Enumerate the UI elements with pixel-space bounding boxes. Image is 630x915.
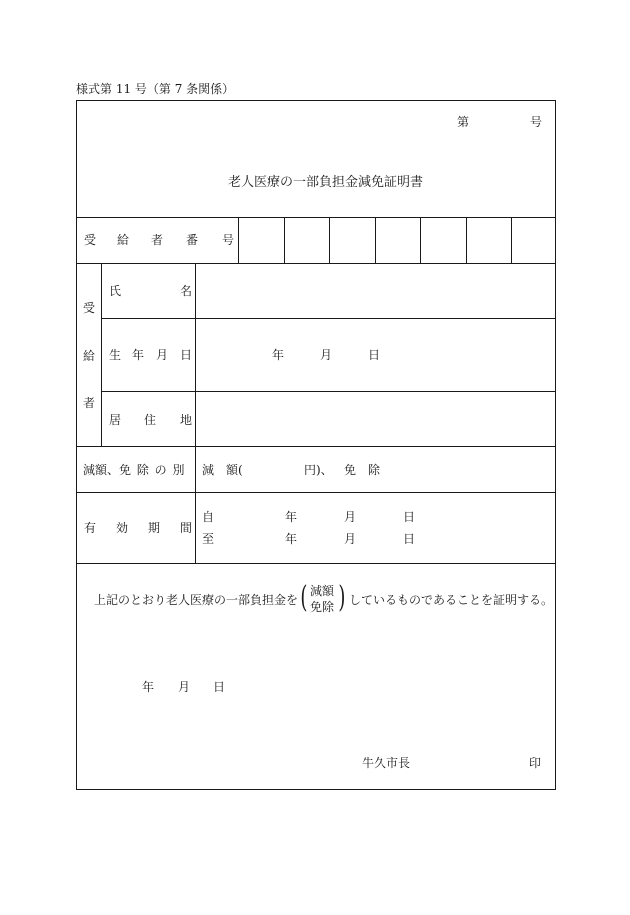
issuer-name: 牛久市長 — [362, 756, 411, 770]
name-label-left: 氏 — [109, 284, 122, 298]
validity-label-1: 有 — [84, 521, 97, 535]
paren-left: ( — [300, 580, 308, 615]
certification-year: 年 — [142, 680, 155, 694]
recipient-side-label-3: 者 — [83, 396, 96, 410]
certification-month: 月 — [178, 680, 191, 694]
validity-from-year: 年 — [285, 510, 298, 524]
yen-close: 円)、 — [304, 463, 333, 477]
name-label-right: 名 — [180, 284, 193, 298]
validity-to-month: 月 — [344, 532, 357, 546]
birth-label-4: 日 — [180, 348, 193, 362]
seal-mark: 印 — [529, 756, 542, 770]
form-title: 老人医療の一部負担金減免証明書 — [228, 175, 424, 190]
exemption-option[interactable]: 免 除 — [344, 463, 381, 477]
divider-side-label — [101, 263, 102, 446]
reduction-exemption-choice — [307, 583, 337, 615]
recipient-number-label-3: 者 — [151, 233, 164, 247]
address-label-3: 地 — [180, 413, 193, 427]
divider-validity — [76, 563, 556, 564]
reduction-option[interactable]: 減 額( — [202, 463, 243, 477]
validity-label-2: 効 — [116, 521, 129, 535]
recipient-number-boxes[interactable] — [239, 218, 511, 262]
number-prefix: 第 — [457, 115, 470, 129]
validity-to-year: 年 — [285, 532, 298, 546]
recipient-number-label-5: 号 — [222, 233, 235, 247]
certification-text-after: しているものであることを証明する。 — [349, 593, 554, 607]
recipient-number-label-1: 受 — [84, 233, 97, 247]
divider-category — [76, 492, 556, 493]
birth-day: 日 — [368, 348, 381, 362]
recipient-number-label-4: 番 — [186, 233, 199, 247]
birth-label-3: 月 — [156, 348, 169, 362]
birth-label-2: 年 — [132, 348, 145, 362]
validity-from-prefix: 自 — [202, 510, 215, 524]
divider-recipient — [76, 446, 556, 447]
address-label-1: 居 — [109, 413, 122, 427]
recipient-side-label-1: 受 — [83, 301, 96, 315]
validity-from-month: 月 — [344, 510, 357, 524]
paren-right: ) — [338, 580, 346, 615]
address-field[interactable] — [196, 392, 555, 446]
validity-to-prefix: 至 — [202, 532, 215, 546]
choice-exemption: 免除 — [309, 600, 334, 615]
birth-year: 年 — [272, 348, 285, 362]
validity-from-day: 日 — [403, 510, 416, 524]
name-field[interactable] — [196, 264, 555, 318]
birth-month: 月 — [320, 348, 333, 362]
category-label: 減額、免 除 の 別 — [83, 463, 185, 477]
validity-label-4: 間 — [180, 521, 193, 535]
recipient-number-label-2: 給 — [117, 233, 130, 247]
form-code: 様式第 11 号（第 7 条関係） — [76, 82, 235, 96]
certification-day: 日 — [213, 680, 226, 694]
certification-text-before: 上記のとおり老人医療の一部負担金を — [94, 593, 299, 607]
number-suffix: 号 — [530, 115, 543, 129]
divider-name — [101, 318, 556, 319]
address-label-2: 住 — [144, 413, 157, 427]
number-box-divider — [511, 217, 512, 263]
choice-reduction: 減額 — [309, 584, 334, 598]
validity-to-day: 日 — [403, 532, 416, 546]
birth-label-1: 生 — [109, 348, 122, 362]
validity-label-3: 期 — [148, 521, 161, 535]
recipient-side-label-2: 給 — [83, 349, 96, 363]
